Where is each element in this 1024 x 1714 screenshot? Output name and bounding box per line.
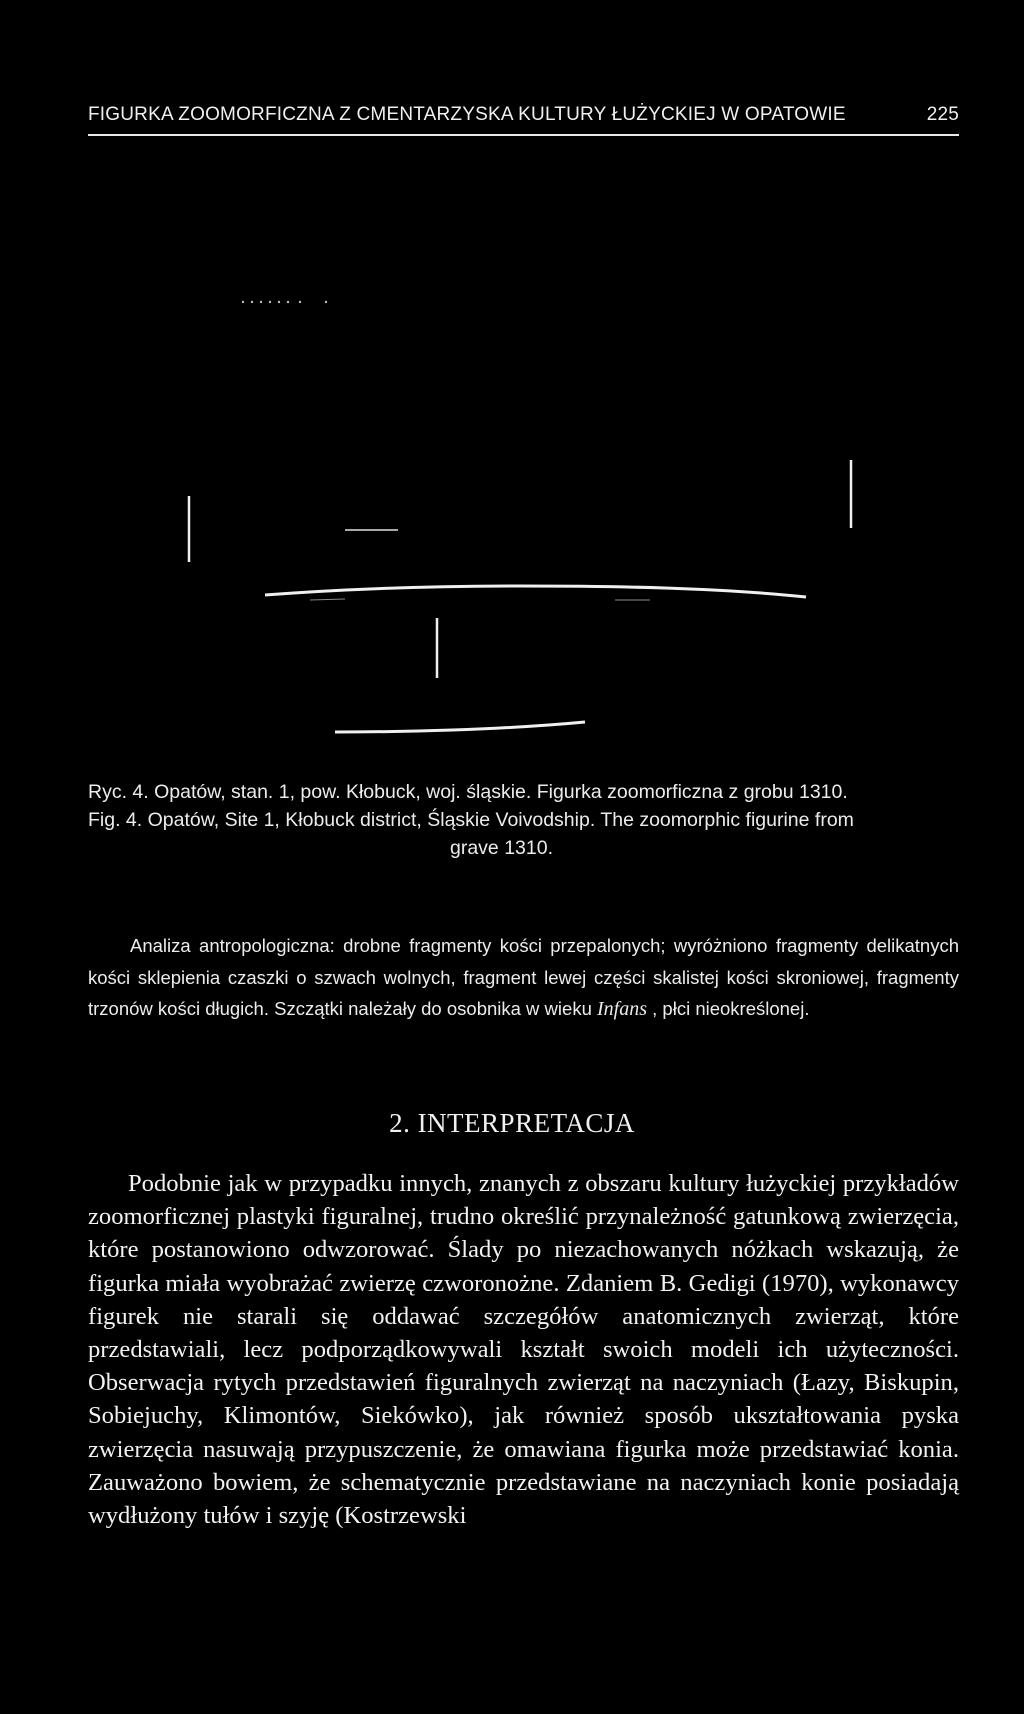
anthropological-analysis [88, 930, 959, 1026]
anthropology-italic-term: Infans [597, 998, 647, 1020]
page-number: 225 [926, 104, 959, 125]
body-paragraph [88, 1167, 959, 1532]
anthropology-text: drobne fragmenty kości przepalonych; wyróżniono fragmenty delikatnych kości sklepienia czaszki o szwach wolnych, fragment lewej części skalistej kości skroniowej, fragmenty trzonów kości długich. Szczątki należały do osobnika w wieku [88, 935, 959, 1019]
anthropology-text-end: , płci nieokreślonej. [647, 998, 810, 1019]
figure-dotted-mark [242, 301, 327, 303]
figure-drawing [0, 300, 1024, 750]
caption-polish: Ryc. 4. Opatów, stan. 1, pow. Kłobuck, woj. śląskie. Figurka zoomorficzna z grobu 1310. [88, 781, 848, 803]
running-header-title: FIGURKA ZOOMORFICZNA Z CMENTARZYSKA KULTURY ŁUŻYCKIEJ W OPATOWIE [88, 104, 846, 125]
figure-lower-line [335, 722, 585, 732]
section-heading: 2. INTERPRETACJA [389, 1108, 635, 1138]
header-rule [88, 134, 959, 136]
figure-long-line [265, 586, 806, 597]
running-header [88, 102, 959, 132]
anthropology-lead: Analiza antropologiczna: [130, 935, 335, 956]
figure-long-line-faint-left [310, 599, 345, 600]
figure-caption [88, 778, 959, 862]
caption-english-continued: grave 1310. [450, 837, 553, 859]
caption-english: Fig. 4. Opatów, Site 1, Kłobuck district, Śląskie Voivodship. The zoomorphic figurine from [88, 809, 854, 831]
body-paragraph-text: Podobnie jak w przypadku innych, znanych z obszaru kultury łużyckiej przykładów zoomorficznej plastyki figuralnej, trudno określić przynależność gatunkową zwierzęcia, które postanowiono odwzorować. Ślady po niezachowanych nóżkach wskazują, że figurka miała wyobrażać zwierzę czworonożne. Zdaniem B. Gedigi (1970), wykonawcy figurek nie starali się oddawać szczegółów anatomicznych zwierząt, które przedstawiali, lecz podporządkowywali kształt swoich modeli ich użyteczności. Obserwacja rytych przedstawień figuralnych zwierząt na naczyniach (Łazy, Biskupin, Sobiejuchy, Klimontów, Siekówko), jak również sposób ukształtowania pyska zwierzęcia nasuwają przypuszczenie, że omawiana figurka może przedstawiać konia. Zauważono bowiem, że schematycznie przedstawiane na naczyniach konie posiadają wydłużony tułów i szyję (Kostrzewski [88, 1170, 959, 1530]
